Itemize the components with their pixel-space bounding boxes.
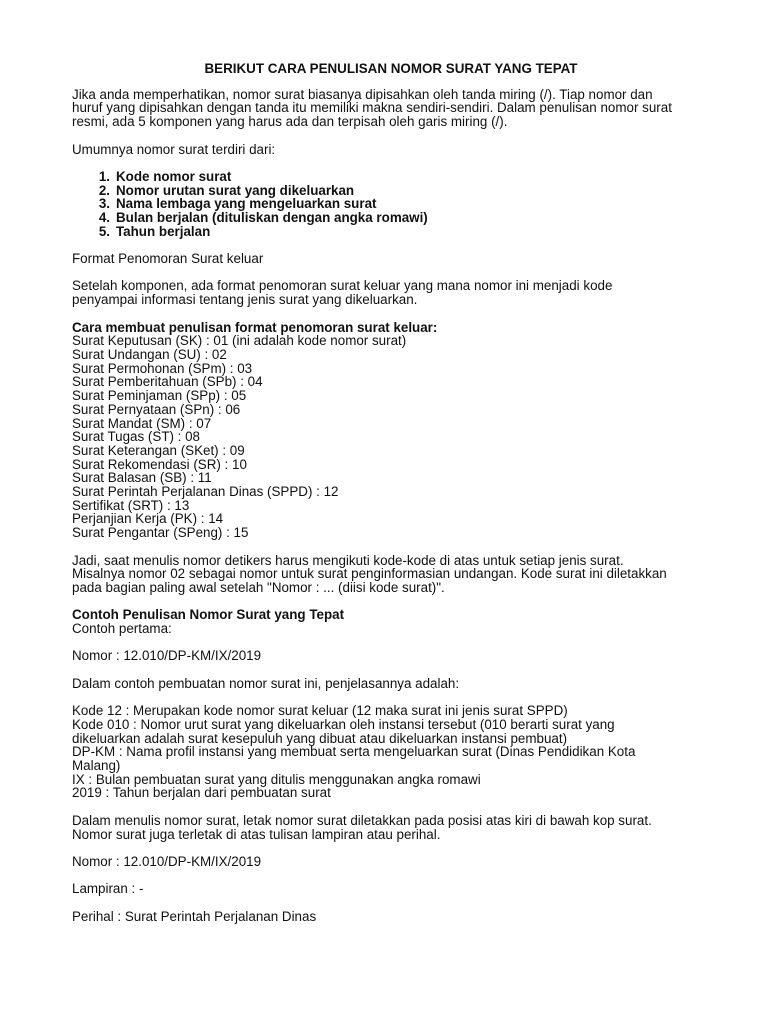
components-lead: Umumnya nomor surat terdiri dari: (72, 141, 276, 157)
format-line: Setelah komponen, ada format penomoran surat keluar yang mana nomor ini menjadi kode (72, 278, 613, 294)
explanation-line: dikeluarkan adalah surat kesepuluh yang dibuat atau dikeluarkan instansi pembuat) (72, 730, 568, 746)
intro-line: huruf yang dipisahkan dengan tanda itu memiliki makna sendiri-sendiri. Dalam penulisan nomor surat (72, 100, 672, 116)
example-subheading: Contoh pertama: (72, 621, 172, 637)
codes-heading: Cara membuat penulisan format penomoran surat keluar: (72, 319, 438, 335)
code-line: Surat Pengantar (SPeng) : 15 (72, 525, 249, 541)
components-list (72, 170, 692, 239)
final-number: Nomor : 12.010/DP-KM/IX/2019 (72, 853, 262, 869)
code-line: Surat Perintah Perjalanan Dinas (SPPD) : 12 (72, 484, 339, 500)
attachment-line: Lampiran : - (72, 881, 144, 897)
list-number: 5. (98, 223, 110, 239)
explanation-line: Kode 12 : Merupakan kode nomor surat keluar (12 maka surat ini jenis surat SPPD) (72, 703, 568, 719)
code-line: Surat Tugas (ST) : 08 (72, 429, 201, 445)
code-line: Surat Pemberitahuan (SPb) : 04 (72, 374, 263, 390)
intro-line: resmi, ada 5 komponen yang harus ada dan terpisah oleh garis miring (/). (72, 114, 508, 130)
code-line: Surat Balasan (SB) : 11 (72, 470, 212, 486)
list-item (72, 211, 692, 225)
list-item (72, 184, 692, 198)
placement-line: Dalam menulis nomor surat, letak nomor surat diletakkan pada posisi atas kiri di bawah kop surat. (72, 812, 652, 828)
document-content (72, 62, 692, 937)
explanation-line: IX : Bulan pembuatan surat yang ditulis menggunakan angka romawi (72, 771, 481, 787)
list-number: 2. (98, 182, 110, 198)
list-text: Kode nomor surat (116, 168, 232, 184)
format-description (72, 279, 692, 306)
format-line: penyampai informasi tentang jenis surat yang dikeluarkan. (72, 292, 418, 308)
example-heading: Contoh Penulisan Nomor Surat yang Tepat (72, 607, 345, 623)
code-line: Surat Permohonan (SPm) : 03 (72, 360, 253, 376)
explanation-line: Malang) (72, 758, 121, 773)
codes-section (72, 321, 692, 540)
note-line: Misalnya nomor 02 sebagai nomor untuk surat penginformasian undangan. Kode surat ini diletakkan (72, 566, 667, 582)
list-item (72, 197, 692, 211)
code-line: Surat Keputusan (SK) : 01 (ini adalah kode nomor surat) (72, 333, 407, 349)
subject-line: Perihal : Surat Perintah Perjalanan Dinas (72, 908, 317, 924)
list-text: Nomor urutan surat yang dikeluarkan (116, 182, 355, 198)
explanation-line: 2019 : Tahun berjalan dari pembuatan surat (72, 785, 331, 801)
list-item (72, 225, 692, 239)
placement-line: Nomor surat juga terletak di atas tulisan lampiran atau perihal. (72, 826, 441, 842)
list-number: 1. (98, 168, 110, 184)
codes-note (72, 554, 692, 595)
note-line: pada bagian paling awal setelah "Nomor : ... (diisi kode surat)". (72, 579, 445, 595)
code-line: Perjanjian Kerja (PK) : 14 (72, 511, 224, 527)
list-text: Bulan berjalan (dituliskan dengan angka romawi) (116, 210, 428, 225)
list-text: Nama lembaga yang mengeluarkan surat (116, 196, 377, 212)
code-line: Surat Rekomendasi (SR) : 10 (72, 456, 247, 472)
example-number: Nomor : 12.010/DP-KM/IX/2019 (72, 648, 262, 664)
code-line: Surat Mandat (SM) : 07 (72, 415, 212, 431)
explanation-lead: Dalam contoh pembuatan nomor surat ini, penjelasannya adalah: (72, 675, 460, 691)
explanation-list (72, 704, 692, 800)
list-number: 3. (98, 196, 110, 212)
explanation-line: Kode 010 : Nomor urut surat yang dikeluarkan oleh instansi tersebut (010 berarti surat yang (72, 716, 615, 732)
explanation-line: DP-KM : Nama profil instansi yang membuat serta mengeluarkan surat (Dinas Pendidikan Kota (72, 744, 636, 760)
intro-line: Jika anda memperhatikan, nomor surat biasanya dipisahkan oleh tanda miring (/). Tiap nomor dan (72, 86, 653, 102)
list-item (72, 170, 692, 184)
code-line: Sertifikat (SRT) : 13 (72, 497, 190, 513)
note-line: Jadi, saat menulis nomor detikers harus mengikuti kode-kode di atas untuk setiap jenis surat. (72, 552, 624, 568)
code-line: Surat Undangan (SU) : 02 (72, 346, 227, 362)
format-heading: Format Penomoran Surat keluar (72, 251, 264, 267)
code-line: Surat Keterangan (SKet) : 09 (72, 442, 245, 458)
code-line: Surat Peminjaman (SPp) : 05 (72, 388, 247, 404)
list-number: 4. (98, 210, 110, 225)
intro-paragraph (72, 88, 692, 129)
placement-paragraph (72, 814, 692, 841)
list-text: Tahun berjalan (116, 223, 211, 239)
document-title: BERIKUT CARA PENULISAN NOMOR SURAT YANG TEPAT (204, 61, 578, 76)
code-line: Surat Pernyataan (SPn) : 06 (72, 401, 241, 417)
example-section (72, 608, 692, 635)
